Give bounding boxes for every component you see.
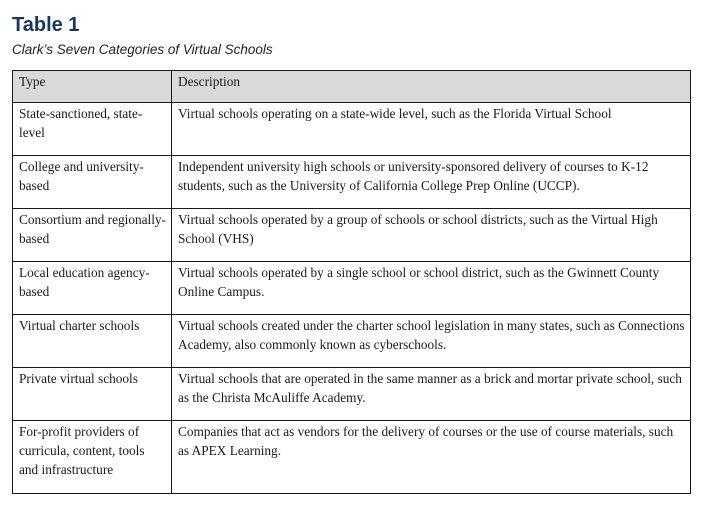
type-cell: Local education agency-based — [13, 262, 172, 315]
description-cell: Virtual schools operating on a state-wide level, such as the Florida Virtual School — [172, 103, 691, 156]
table-row — [13, 209, 691, 262]
virtual-schools-table — [12, 70, 691, 494]
type-cell: State-sanctioned, state-level — [13, 103, 172, 156]
table-row — [13, 103, 691, 156]
type-cell: Private virtual schools — [13, 368, 172, 421]
table-caption: Clark’s Seven Categories of Virtual Schools — [12, 42, 273, 57]
table-row — [13, 262, 691, 315]
table-row — [13, 421, 691, 494]
type-cell: Virtual charter schools — [13, 315, 172, 368]
type-cell: College and university-based — [13, 156, 172, 209]
type-cell: For-profit providers of curricula, content, tools and infrastructure — [13, 421, 172, 494]
table-row — [13, 368, 691, 421]
table-row — [13, 315, 691, 368]
type-cell: Consortium and regionally-based — [13, 209, 172, 262]
column-header-description: Description — [172, 71, 691, 103]
description-cell: Virtual schools that are operated in the same manner as a brick and mortar private school, such as the Christa McAuliffe Academy. — [172, 368, 691, 421]
description-cell: Independent university high schools or university-sponsored delivery of courses to K-12 students, such as the University of California College Prep Online (UCCP). — [172, 156, 691, 209]
table-title: Table 1 — [12, 14, 80, 36]
table-header-row — [13, 71, 691, 103]
description-cell: Virtual schools created under the charter school legislation in many states, such as Connections Academy, also commonly known as cyberschools. — [172, 315, 691, 368]
column-header-type: Type — [13, 71, 172, 103]
description-cell: Virtual schools operated by a single school or school district, such as the Gwinnett County Online Campus. — [172, 262, 691, 315]
description-cell: Virtual schools operated by a group of schools or school districts, such as the Virtual High School (VHS) — [172, 209, 691, 262]
table-row — [13, 156, 691, 209]
description-cell: Companies that act as vendors for the delivery of courses or the use of course materials, such as APEX Learning. — [172, 421, 691, 494]
